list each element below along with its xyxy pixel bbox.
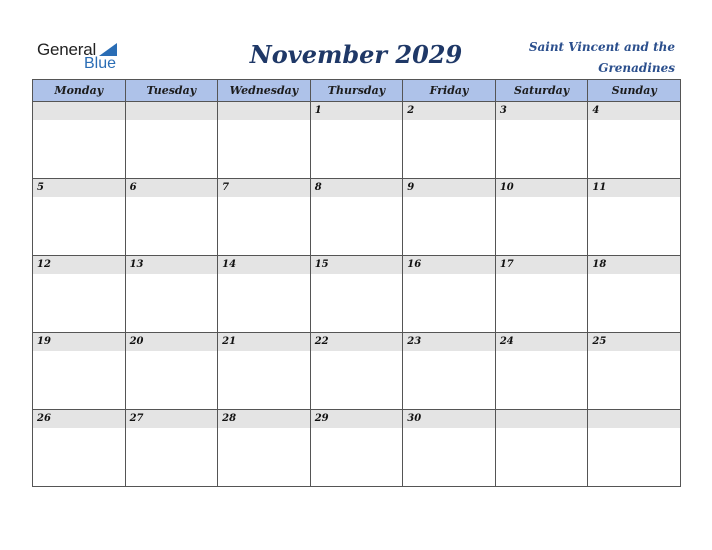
calendar-title: November 2029 [249,40,463,69]
day-cell [33,102,126,179]
day-number: 6 [126,179,218,197]
day-number: 16 [403,256,495,274]
weekday-header: Monday [33,80,126,102]
country-name [505,37,675,79]
day-cell [125,333,218,410]
day-number: 25 [588,333,680,351]
day-cell [495,333,588,410]
day-number: 27 [126,410,218,428]
country-line-2: Grenadines [598,61,675,75]
day-number: 8 [311,179,403,197]
day-cell [403,333,496,410]
day-number: 15 [311,256,403,274]
generalblue-logo [37,40,127,74]
day-number: 7 [218,179,310,197]
day-cell [588,333,681,410]
day-cell [33,256,126,333]
weekday-header: Tuesday [125,80,218,102]
day-number: 28 [218,410,310,428]
day-cell [495,102,588,179]
day-cell [310,256,403,333]
day-number: 21 [218,333,310,351]
day-number [218,102,310,120]
weekday-header: Friday [403,80,496,102]
day-cell [125,256,218,333]
day-cell [218,410,311,487]
day-number: 14 [218,256,310,274]
day-number: 29 [311,410,403,428]
day-cell [310,179,403,256]
day-cell [310,102,403,179]
day-cell [125,179,218,256]
logo-text-general: General [37,40,97,59]
day-number: 4 [588,102,680,120]
week-row [33,333,681,410]
day-cell [588,410,681,487]
day-number: 12 [33,256,125,274]
day-cell [495,256,588,333]
day-number: 26 [33,410,125,428]
week-row [33,102,681,179]
day-number: 23 [403,333,495,351]
week-row [33,256,681,333]
day-cell [588,256,681,333]
day-cell [125,102,218,179]
day-number: 2 [403,102,495,120]
week-row [33,410,681,487]
day-cell [218,256,311,333]
logo-text-blue: Blue [84,55,117,72]
day-number: 24 [496,333,588,351]
day-number [126,102,218,120]
day-cell [218,179,311,256]
day-cell [403,179,496,256]
weekday-header: Thursday [310,80,403,102]
day-number: 11 [588,179,680,197]
day-number: 13 [126,256,218,274]
country-line-1: Saint Vincent and the [528,40,675,54]
day-number: 17 [496,256,588,274]
day-cell [588,102,681,179]
day-number [496,410,588,428]
day-number: 19 [33,333,125,351]
day-cell [218,333,311,410]
calendar-grid [32,79,681,487]
day-number [588,410,680,428]
day-number: 18 [588,256,680,274]
day-number: 10 [496,179,588,197]
day-number: 5 [33,179,125,197]
day-cell [403,256,496,333]
weekday-header: Sunday [588,80,681,102]
day-number: 9 [403,179,495,197]
day-cell [588,179,681,256]
day-number [33,102,125,120]
day-number: 20 [126,333,218,351]
day-cell [495,179,588,256]
weekday-header-row [33,80,681,102]
day-cell [403,410,496,487]
day-cell [33,179,126,256]
day-number: 30 [403,410,495,428]
day-number: 22 [311,333,403,351]
day-cell [33,333,126,410]
day-number: 3 [496,102,588,120]
weekday-header: Saturday [495,80,588,102]
day-cell [33,410,126,487]
day-cell [310,410,403,487]
day-cell [495,410,588,487]
week-row [33,179,681,256]
weekday-header: Wednesday [218,80,311,102]
day-number: 1 [311,102,403,120]
day-cell [310,333,403,410]
day-cell [125,410,218,487]
day-cell [218,102,311,179]
day-cell [403,102,496,179]
